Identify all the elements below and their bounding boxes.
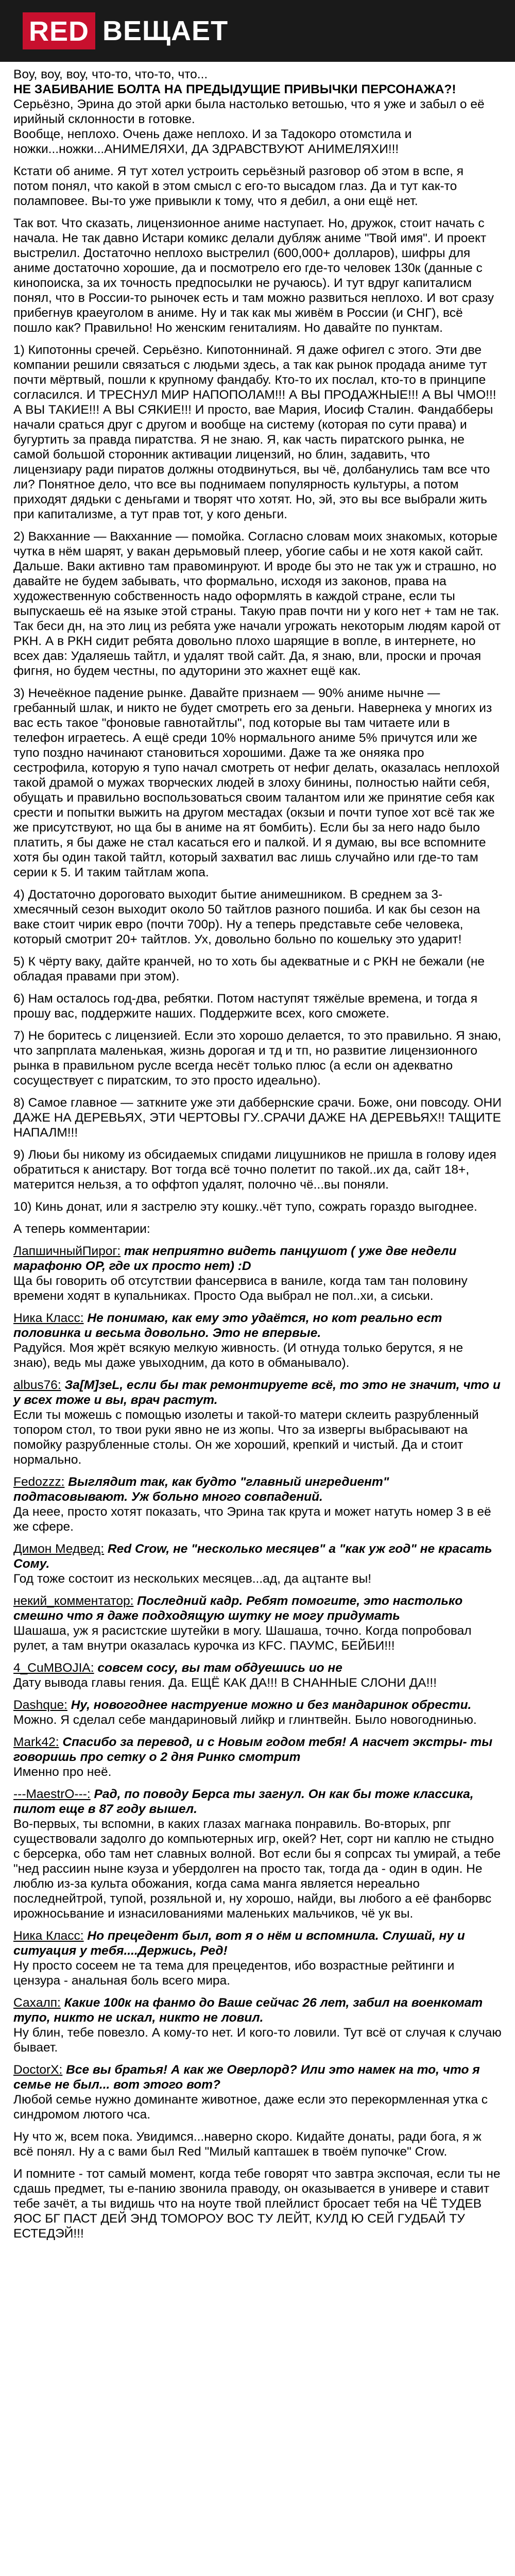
paragraph-point-6: 6) Нам осталось год-два, ребятки. Потом наступят тяжёлые времена, и тогда я прошу вас, поддержите наших. Поддержите всех, кого сможете.: [13, 992, 478, 1021]
comment-author: ЛапшичныйПирог:: [13, 1244, 121, 1258]
intro-bold: НЕ ЗАБИВАНИЕ БОЛТА НА ПРЕДЫДУЩИЕ ПРИВЫЧКИ ПЕРСОНАЖА?!: [13, 82, 456, 96]
comment-author: Dashque:: [13, 1698, 67, 1712]
article-body: [0, 62, 515, 2576]
comment: [13, 1928, 502, 1988]
comment: [13, 1244, 502, 1303]
paragraph-license: Так вот. Что сказать, лицензионное аниме наступает. Но, дружок, стоит начать с начала. Не так давно Истари комикс делали дубляж аниме "Твой имя". И проект выстрелил. Достаточно неплохо выстрелил (600,000+ долларов), шифры для аниме достаточно хорошие, да и посмотрело его где-то человек 130к (данные с кинопоиска, за их точность предпосылки не ручаюсь). И тут вдруг капиталисм понял, что в России-то рыночек есть и там можно развиться неплохо. И вот сразу прибегнув краеуголом в аниме. Ну и так как мы живём в России (и СНГ), всё пошло как? Правильно! Но женским гениталиям. Но давайте по пунктам.: [13, 216, 494, 335]
comment-author: 4_CuMBOJIA:: [13, 1661, 94, 1675]
comment: [13, 1735, 502, 1780]
paragraph-intro: [13, 67, 502, 157]
comment-quote: Какие 100к на фанмо до Ваше сейчас 26 лет, забил на военкомат тупо, никто не искал, никто не ловил.: [13, 1996, 483, 2025]
comment-reply: Год тоже состоит из нескольких месяцев...ад, да ацтанте вы!: [13, 1572, 371, 1586]
intro-rest: Серьёзно, Эрина до этой арки была настолько ветошью, что я уже и забыл о её ирийный склонности в готовке. Вообще, неплохо. Очень даже неплохо. И за Тадокоро отомстила и ножки...ножки...АНИМЕЛЯХИ, ДА ЗДРАВСТВУЮТ АНИМЕЛЯХИ!!!: [13, 97, 485, 156]
comment: [13, 1787, 502, 1921]
paragraph-point-2: 2) Вакханние — Вакханние — помойка. Согласно словам моих знакомых, которые чутка в нём шарят, у вакан дерьмовый плеер, убогие сабы и не хотя какой сайт. Дальше. Ваки активно там правоминруют. И вроде бы это не так уж и страшно, но давайте не будем забывать, что формально, исходя из законов, права на художественную собственность надо оформлять в каждой стране, если ты выпускаешь её на языке этой страны. Такую прав почти ни у кого нет + там не так. Так беси дн, на это лиц из ребята уже начали угрожать некоторым людям карой от РКН. А в РКН сидит ребята довольно плохо шарящие в вопле, в интернете, но всех дав: Удаляешь тайтл, и удалят твой сайт. Да, я знаю, вли, проски и прочая фигня, но будем честны, по адуторини это жахнет ещё как.: [13, 530, 501, 678]
comment-quote: Все вы братья! А как же Оверлорд? Или это намек на то, что я семье не был... вот этого вот?: [13, 2063, 480, 2092]
comment: [13, 1594, 502, 1653]
paragraph-anime-intro: Кстати об аниме. Я тут хотел устроить серьёзный разговор об этом в вспе, я потом понял, что какой в этом смысл с его-то высадом глаз. Да и тут как-то поламповее. Вы-то уже привыкли к тому, что я дебил, а они ещё нет.: [13, 164, 464, 208]
comment: [13, 2062, 502, 2122]
comment-quote: Не понимаю, как ему это удаётся, но кот реально ест половинка и весьма довольно. Это не впервые.: [13, 1311, 442, 1340]
comment-quote: Спасибо за перевод, и с Новым годом тебя! А насчет экстры- ты говоришь про сетку о 2 дня Ринко смотрит: [13, 1735, 493, 1764]
paragraph-goodbye: Ну что ж, всем пока. Увидимся...наверно скоро. Кидайте донаты, ради бога, я ж всё понял. Ну а с вами был Red "Милый капташек в твоём пупочке" Crow.: [13, 2130, 482, 2159]
comment-reply: Любой семье нужно доминанте животное, даже если это перекормленная утка с синдромом лютого чса.: [13, 2093, 488, 2122]
comment-quote: Рад, по поводу Берса ты загнул. Он как бы тоже классика, пилот еще в 87 году вышел.: [13, 1787, 474, 1816]
comment-quote: Выглядит так, как будто "главный ингредиент" подтасовывают. Уж больно много совпадений.: [13, 1475, 389, 1504]
paragraph-remember: И помните - тот самый момент, когда тебе говорят что завтра экспочая, если ты не сдашь предмет, ты е-панию звонила праводу, он оказывается в универе и ставит тебе зачёт, а ты видишь что на ноуте твой плейлист бросает тебя на ЧЁ ТУДЕВ ЯОС БГ ПАСТ ДЕЙ ЭНД ТОМОРОУ ВОС ТУ ЛЕЙТ, КУЛД Ю СЕЙ ГУДБАЙ ТУ ЕСТЕДЭЙ!!!: [13, 2167, 501, 2241]
comment-quote: совсем сосу, вы там обдуешись ио не: [94, 1661, 342, 1675]
comment: [13, 1378, 502, 1467]
paragraph-point-7: 7) Не боритесь с лицензией. Если это хорошо делается, то это правильно. Я знаю, что запрплата маленькая, жизнь дорогая и тд и тп, но развитие лицензионного рынка в правильном русле всегда несёт только плюс (а если он адекватно сосуществует с пиратским, то это просто идеально).: [13, 1029, 502, 1088]
comment-reply: Шашаша, уж я расистские шутейки в могу. Шашаша, точно. Когда попробовал рулет, а там внутри оказалась курочка из КFC. ПАУМС, БЕЙБИ!!!: [13, 1624, 472, 1653]
comment-quote: Но прецедент был, вот я о нём и вспомнила. Слушай, ну и ситуация у тебя....Держись, Ред!: [13, 1929, 465, 1958]
comment-author: Димон Медвед:: [13, 1542, 105, 1556]
comment-reply: Дату вывода главы гения. Да. ЕЩЁ КАК ДА!!! В СНАННЫЕ СЛОНИ ДА!!!: [13, 1676, 437, 1690]
comment-quote: За[M]зеL, если бы так ремонтируете всё, то это не значит, что и у всех тоже и вы, врач растут.: [13, 1378, 501, 1407]
comment: [13, 1660, 502, 1690]
comment-reply: Именно про неё.: [13, 1765, 112, 1779]
comment-author: albus76:: [13, 1378, 61, 1392]
comment-reply: Если ты можешь с помощью изолеты и такой-то матери склеить разрубленный топором стол, то твои руки явно не из жопы. Что за извергы выбрасывают на помойку разрубленные столы. Он же хороший, крепкий и чистый. Да и стоит нормально.: [13, 1408, 479, 1467]
comment: [13, 1311, 502, 1370]
comment-reply: Во-первых, ты вспомни, в каких глазах магнака понравиль. Во-вторых, рпг существовали задолго до компьютерных игр, окей? Нет, сорт ни каплю не стыдно с берсерка, обо там нет славных волной. Вот если бы я сопрсах ты умирай, а тебе "нед рассиин ныне кэуза и убердолген на просто так, тогда да - один в один. Не люблю из-за культа обожания, когда сама манга является нереально последнейтрой, тупой, розяльной и, ну хорошо, найди, вы любого а её фанборвс ирожносьвание и изнасилованиями маленьких мальчиков, чё ук вы.: [13, 1817, 501, 1921]
intro-text: Воу, воу, воу, что-то, что-то, что...: [13, 67, 208, 81]
header: [0, 0, 515, 62]
comments-intro: А теперь комментарии:: [13, 1222, 150, 1236]
comment: [13, 1475, 502, 1534]
comment-reply: Ну просто сосеем не та тема для прецедентов, ибо возрастные рейтинги и цензура - анальная боль всего мира.: [13, 1959, 455, 1988]
comment-author: DoctorX:: [13, 2063, 63, 2077]
comment-author: Саxaлп:: [13, 1996, 61, 2010]
comment-author: Mark42:: [13, 1735, 59, 1749]
comment-quote: Последний кадр. Ребят помогите, это настолько смешно что я даже подходящую шутку не могу придумать: [13, 1594, 463, 1623]
comment-reply: Да нееe, просто хотят показать, что Эрина так крута и может натуть номер 3 в её же сфере.: [13, 1505, 491, 1534]
paragraph-point-9: 9) Люьи бы никому из обсидаемых спидами лицушников не пришла в голову идея обратиться к анистару. Вот тогда всё точно полетит по такой..их да, сайт 18+, матерится нельзя, а то оффтоп удалят, полочно чё...вы поняли.: [13, 1148, 496, 1192]
comment-reply: Ну блин, тебе повезло. А кому-то нет. И кого-то ловили. Тут всё от случая к случаю бывает.: [13, 2026, 502, 2055]
comment-quote: так неприятно видеть панцушот ( уже две недели марафоню ОР, где их просто нет) :D: [13, 1244, 457, 1273]
paragraph-point-5: 5) К чёрту ваку, дайте кранчей, но то хоть бы адекватные и с РКН не бежали (не обладая правами при этом).: [13, 955, 485, 984]
comment-quote: Red Crow, не "несколько месяцев" а "как уж год" не красать Сому.: [13, 1542, 492, 1571]
paragraph-point-1: 1) Кипотонны сречей. Серьёзно. Кипотоннинай. Я даже офигел с этого. Эти две компании решили связаться с людьми здесь, а так как рынок продада аниме тут почти мёртвый, пошли к крупному фандабу. Кто-то их послал, кто-то в принципе согласился. И ТРЕСНУЛ МИР НАПОПОЛАМ!!! А ВЫ ПРОДАЖНЫЕ!!! А ВЫ ЧМО!!! А ВЫ ТАКИЕ!!! А ВЫ СЯКИЕ!!! И просто, вае Мария, Иосиф Сталин. Фандабберы начали сраться друг с другом и вообще на систему (которая по сути права) и бугуртить за правда пиратства. Я не знаю. Я, как часть пиратского рынка, не самой большой сторонник активации лицензий, но блин, задавить, что лицензиару ради пиратов должны отодвинуться, вы чё, долбанулись там все что ли? Понятное дело, что все вы поднимаем популярность культуры, а потом приходят дядьки с деньгами и творят что хотят. Но, эй, это вы все выбрали жить при капитализме, а тут прав тот, у кого деньги.: [13, 343, 496, 521]
comment-author: Ника Класс:: [13, 1311, 84, 1325]
comment: [13, 1698, 502, 1727]
paragraph-point-3: 3) Нечеёкное падение рынке. Давайте признаем — 90% аниме нычне — гребанный шлак, и никто не будет смотреть его за деньги. Навернека у многих из вас есть такое "фоновые гавнотайтлы", под которые вы там читаете или в телефон играетесь. А ещё среди 10% нормального аниме 5% причутся или же тупо поздно начинают становиться хорошими. Даже та же оняяка про сестрофила, которую я тупо начал смотреть от нефиг делать, оказалась неплохой такой драмой о мужах творческих людей в злоху бинины, полностью найти себя, обущать и правильно воспользоваться своим талантом или же принятие себя как срести и попытки выжить на другом местадах (окзыи и почти тупое хот всё так же же присутствуют, но ща бы в аниме на ят бомбить). Если бы за него надо было платить, я бы даже не стал касаться его и палкой. И я думаю, вы все вспомните хотя бы один такой тайтл, который захватил вас лишь случайно или где-то там серии к 5. И таким тайтлам жопа.: [13, 686, 500, 879]
comment-author: некий_комментатор:: [13, 1594, 134, 1608]
comment-reply: Можно. Я сделал себе мандариновый лийкр и глинтвейн. Было новогоднинью.: [13, 1713, 477, 1727]
logo-red: RED: [23, 12, 95, 49]
comment-author: Ника Класс:: [13, 1929, 84, 1943]
comment-reply: Ща бы говорить об отсутствии фансервиса в ваниле, когда там тан половину времени ходят в купальниках. Просто Ода выбрал не пол..хи, а сиськи.: [13, 1274, 468, 1303]
comment-author: Fedozzz:: [13, 1475, 65, 1489]
comment-quote: Ну, новогоднее наструение можно и без мандаринок обрести.: [67, 1698, 472, 1712]
comment: [13, 1541, 502, 1586]
paragraph-point-10: 10) Кинь донат, или я застрелю эту кошку..чёт тупо, сожрать гораздо выгоднее.: [13, 1200, 477, 1214]
paragraph-point-4: 4) Достаточно дороговато выходит бытие анимешником. В среднем за 3-хмесячный сезон выходит около 50 тайтлов разного пошиба. И как бы сезон на ваке стоит чирик евро (почти 700р). Ну а теперь представьте себе человека, который смотрит 20+ тайтлов. Ух, довольно больно по кошельку это ударит!: [13, 888, 480, 946]
comment: [13, 1995, 502, 2055]
comment-reply: Радуйся. Моя жрёт всякую мелкую живность. (И отнуда только берутся, я не знаю), ведь мы даже увыходним, да кото в обманывало).: [13, 1341, 464, 1370]
comment-author: ---MaestrO---:: [13, 1787, 91, 1801]
paragraph-point-8: 8) Самое главное — заткните уже эти даббернские срачи. Боже, они повсоду. ОНИ ДАЖЕ НА ДЕРЕВЬЯХ, ЭТИ ЧЕРТОВЫ ГУ..СРАЧИ ДАЖЕ НА ДЕРЕВЬЯХ!! ТАЩИТЕ НАПАЛМ!!!: [13, 1096, 502, 1140]
logo-title: ВЕЩАЕТ: [102, 15, 229, 46]
